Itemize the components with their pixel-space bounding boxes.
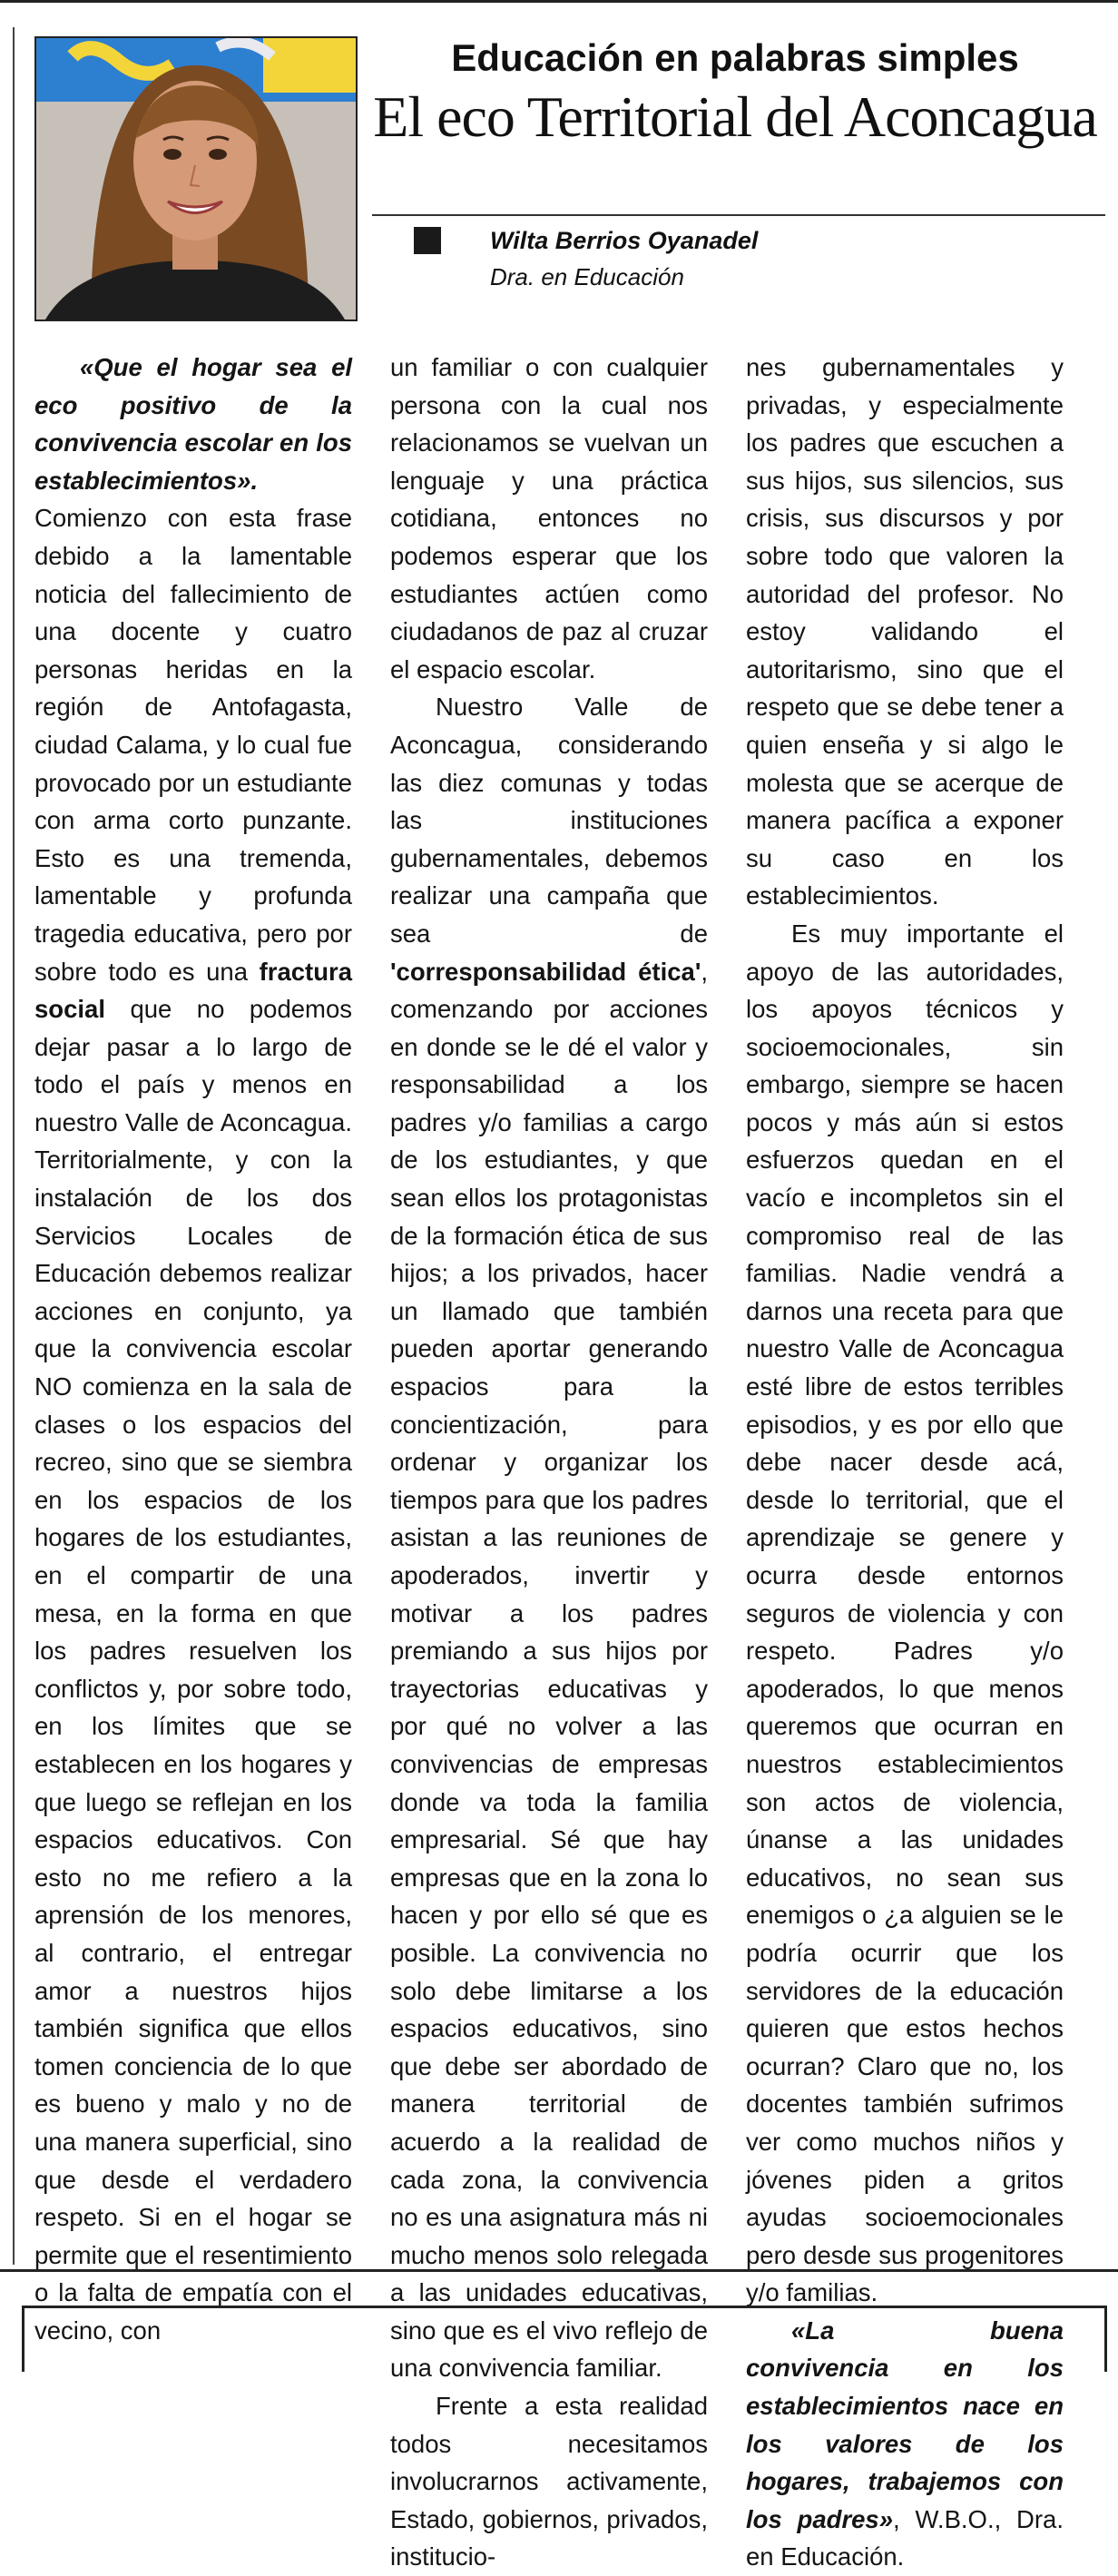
closing-quote: La buena convivencia en los establecimientos nace en los valores de los hogares, trabajemos con los padres <box>746 2315 1064 2533</box>
bottom-rule <box>0 2269 1118 2272</box>
article-column-1 <box>34 349 352 2349</box>
article-column-2 <box>390 349 708 2576</box>
article-headline: El eco Territorial del Aconcagua <box>373 84 1097 149</box>
quote-mark: ». <box>237 466 259 495</box>
signature: , W.B.O., Dra. en Educación. <box>746 2504 1064 2571</box>
emphasis-text: 'corresponsabilidad ética' <box>390 957 701 986</box>
article-column-3 <box>746 349 1064 2576</box>
opening-quote: Que el hogar sea el eco positivo de la convivencia escolar en los establecimientos <box>34 353 352 495</box>
emphasis-text: fractura social <box>34 957 352 1024</box>
author-role: Dra. en Educación <box>490 263 684 290</box>
paragraph-text: , comenzando por acciones en donde se le dé el valor y responsabilidad a los padres y/o familias a cargo de los estudiantes, y que sean ellos los protagonistas de la formación ética de sus hijos; a los privados, hacer un llamado que también pueden aportar generando espacios para la concientización, para ordenar y organizar los tiempos para que los padres asistan a las reuniones de apoderados, invertir y motivar a los padres premiando a sus hijos por trayectorias educativas y por qué no volver a las convivencias de empresas donde va toda la familia empresarial. Sé que hay empresas que en la zona lo hacen y por ello sé que es posible. La convivencia no solo debe limitarse a los espacios educativos, sino que debe ser abordado de manera territorial de acuerdo a la realidad de cada zona, la convivencia no es una asignatura más ni mucho menos solo relegada a las unidades educativas, sino que es el vivo reflejo de una convivencia familiar. <box>390 957 708 2383</box>
paragraph-text: Nuestro Valle de Aconcagua, considerando las diez comunas y todas las instituciones gubernamentales, debemos realizar una campaña que sea de <box>390 693 708 948</box>
paragraph <box>746 915 1064 2312</box>
author-photo <box>34 36 358 321</box>
paragraph-text: Comienzo con esta frase debido a la lamentable noticia del fallecimiento de una docente y cuatro personas heridas en la región de Antofagasta, ciudad Calama, y lo cual fue provocado por un estudiante con arma corto punzante. Esto es una tremenda, lamentable y profunda tragedia educativa, pero por sobre todo es una <box>34 504 352 986</box>
quote-mark: « <box>791 2315 806 2345</box>
author-name: Wilta Berrios Oyanadel <box>490 227 759 254</box>
paragraph <box>390 2387 708 2576</box>
paragraph <box>34 349 352 2349</box>
paragraph-text: Es muy importante el apoyo de las autoridades, los apoyos técnicos y socioemocionales, sin embargo, siempre se hacen pocos y más aún si estos esfuerzos quedan en el vacío e incompletos sin el compromiso real de las familias. Nadie vendrá a darnos una receta para que nuestro Valle de Aconcagua esté libre de estos terribles episodios, y es por ello que debe nacer desde acá, desde lo territorial, que el aprendizaje se genere y ocurra desde entornos seguros de violencia y con respeto. Padres y/o apoderados, lo que menos queremos que ocurran en nuestros establecimientos son actos de violencia, únanse a las unidades educativos, no sean sus enemigos o ¿a alguien se le podría ocurrir que los servidores de la educación quieren que estos hechos ocurran? Claro que no, los docentes también sufrimos ver como muchos niños y jóvenes piden a gritos ayudas socioemocionales pero desde sus progenitores y/o familias. <box>746 919 1064 2307</box>
next-article-frame <box>22 2306 1107 2372</box>
left-column-rule <box>13 27 15 2265</box>
byline-marker-icon <box>414 227 441 254</box>
quote-mark: » <box>878 2504 894 2533</box>
quote-mark: « <box>80 353 94 381</box>
paragraph: nes gubernamentales y privadas, y especialmente los padres que escuchen a sus hijos, sus silencios, sus crisis, sus discursos y por sobre todo que valoren la autoridad del profesor. No estoy validando el autoritarismo, sino que el respeto que se debe tener a quien enseña y si algo le molesta que se acerque de manera pacífica a exponer su caso en los establecimientos. <box>746 353 1064 910</box>
top-rule <box>0 0 1118 3</box>
section-kicker: Educación en palabras simples <box>451 36 1019 79</box>
paragraph-text: Frente a esta realidad todos necesitamos involucrarnos activamente, Estado, gobiernos, privados, institucio- <box>390 2392 708 2571</box>
paragraph: un familiar o con cualquier persona con la cual nos relacionamos se vuelvan un lenguaje y una práctica cotidiana, entonces no podemos esperar que los estudiantes actúen como ciudadanos de paz al cruzar el espacio escolar. <box>390 353 708 683</box>
headline-rule <box>372 214 1105 216</box>
paragraph-text: que no podemos dejar pasar a lo largo de todo el país y menos en nuestro Valle de Aconcagua. Territorialmente, y con la instalación de los dos Servicios Locales de Educación debemos realizar acciones en conjunto, ya que la convivencia escolar NO comienza en la sala de clases o los espacios del recreo, sino que se siembra en los espacios de los hogares de los estudiantes, en el compartir de una mesa, en la forma en que los padres resuelven los conflictos y, por sobre todo, en los límites que se establecen en los hogares y que luego se reflejan en los espacios educativos. Con esto no me refiero a la aprensión de los menores, al contrario, el entregar amor a nuestros hijos también significa que ellos tomen conciencia de lo que es bueno y malo y no de una manera superficial, sino que desde el verdadero respeto. Si en el hogar se permite que el resentimiento o la falta de empatía con el vecino, con <box>34 995 352 2345</box>
paragraph <box>390 688 708 2387</box>
